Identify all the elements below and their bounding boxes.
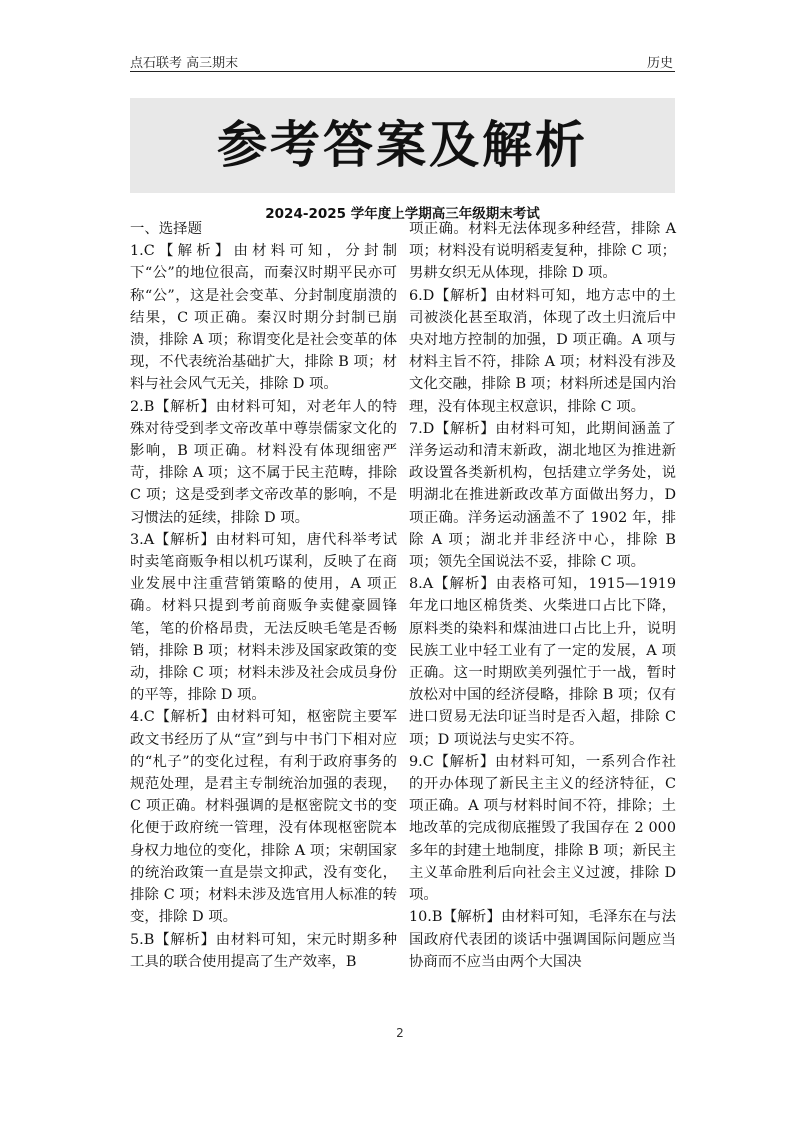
- right-column: [409, 218, 676, 973]
- answer-paragraph: 3.A【解析】由材料可知，唐代科举考试时卖笔商贩争相以机巧谋利，反映了在商业发展中注重营销策略的使用，A 项正确。材料只提到考前商贩争卖健豪圆锋笔，笔的价格昂贵，无法反映毛笔是否畅销，排除 B 项；材料未涉及国家政策的变动，排除 C 项；材料未涉及社会成员身份的平等，排除 D 项。: [130, 531, 397, 704]
- answer-paragraph: 10.B【解析】由材料可知，毛泽东在与法国政府代表团的谈话中强调国际问题应当协商而不应当由两个大国决: [409, 909, 676, 970]
- page-number: 2: [396, 1026, 404, 1040]
- answer-paragraph: 项正确。材料无法体现多种经营，排除 A 项；材料没有说明稻麦复种，排除 C 项；男耕女织无从体现，排除 D 项。: [409, 221, 676, 282]
- answer-paragraph: 8.A【解析】由表格可知，1915—1919 年龙口地区棉货类、火柴进口占比下降，原料类的染料和煤油进口占比上升，说明民族工业中轻工业有了一定的发展，A 项正确。这一时期欧美列强忙于一战，暂时放松对中国的经济侵略，排除 B 项；仅有进口贸易无法印证当时是否入超，排除 C 项；D 项说法与史实不符。: [409, 576, 676, 748]
- left-column: [130, 218, 397, 973]
- answer-paragraph: 5.B【解析】由材料可知，宋元时期多种工具的联合使用提高了生产效率，B: [130, 931, 397, 970]
- page-title: 参考答案及解析: [217, 116, 588, 174]
- title-banner: [130, 98, 675, 193]
- exam-subtitle: 2024-2025 学年度上学期高三年级期末考试: [265, 206, 540, 222]
- section-title: 一、选择题: [130, 221, 202, 237]
- answer-paragraph: 9.C【解析】由材料可知，一系列合作社的开办体现了新民主主义的经济特征，C 项正确。A 项与材料时间不符，排除；土地改革的完成彻底摧毁了我国存在 2 000 多年的封建土地制度，排除 B 项；新民主主义革命胜利后向社会主义过渡，排除 D 项。: [409, 753, 676, 904]
- answer-paragraph: 4.C【解析】由材料可知，枢密院主要军政文书经历了从“宣”到与中书门下相对应的“札子”的变化过程，有利于政府事务的规范处理，是君主专制统治加强的表现，C 项正确。材料强调的是枢密院文书的变化便于政府统一管理，没有体现枢密院本身权力地位的变化，排除 A 项；宋朝国家的统治政策一直是崇文抑武，没有变化，排除 C 项；材料未涉及选官用人标准的转变，排除 D 项。: [130, 709, 397, 926]
- page-header: [130, 52, 675, 72]
- header-exam-name: 点石联考 高三期末: [130, 56, 239, 71]
- answer-paragraph: 7.D【解析】由材料可知，此期间涵盖了洋务运动和清末新政，湖北地区为推进新政设置各类新机构，包括建立学务处，说明湖北在推进新政改革方面做出努力，D 项正确。洋务运动涵盖不了 1902 年，排除 A 项；湖北并非经济中心，排除 B 项；领先全国说法不妥，排除 C 项。: [409, 420, 676, 571]
- answer-paragraph: 1.C【解析】由材料可知，分封制下“公”的地位很高，而秦汉时期平民亦可称“公”，这是社会变革、分封制度崩溃的结果，C 项正确。秦汉时期分封制已崩溃，排除 A 项；称谓变化是社会变革的体现，不代表统治基础扩大，排除 B 项；材料与社会风气无关，排除 D 项。: [130, 243, 397, 393]
- answer-paragraph: 2.B【解析】由材料可知，对老年人的特殊对待受到孝文帝改革中尊崇儒家文化的影响，B 项正确。材料没有体现细密严苛，排除 A 项；这不属于民主范畴，排除 C 项；这是受到孝文帝改革的影响，不是习惯法的延续，排除 D 项。: [130, 398, 397, 526]
- header-subject: 历史: [646, 56, 673, 71]
- answer-paragraph: 6.D【解析】由材料可知，地方志中的土司被淡化甚至取消，体现了改土归流后中央对地方控制的加强，D 项正确。A 项与材料主旨不符，排除 A 项；材料没有涉及文化交融，排除 B 项；材料所述是国内治理，没有体现主权意识，排除 C 项。: [409, 287, 676, 415]
